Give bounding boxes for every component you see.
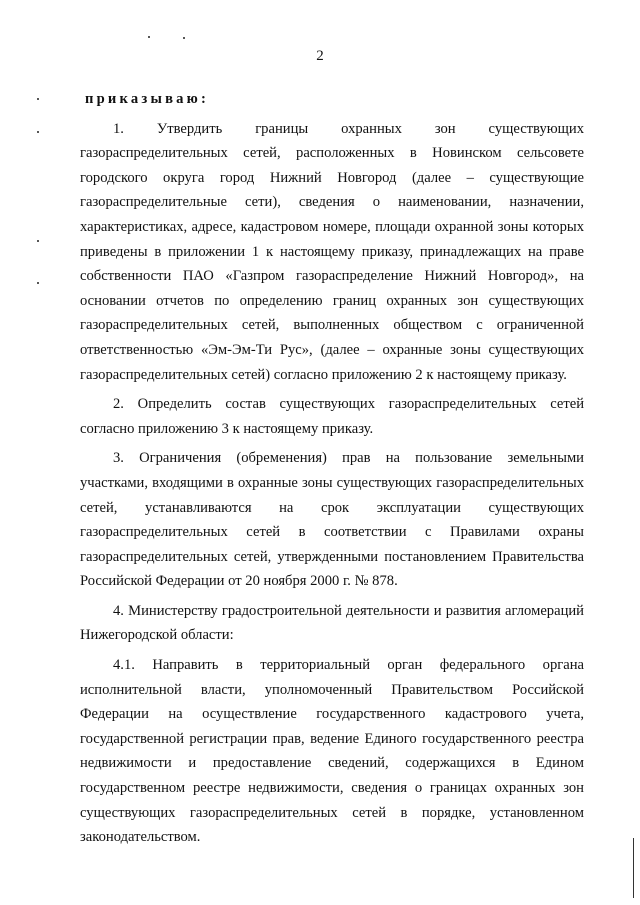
scan-speck [148, 36, 150, 38]
scan-speck [37, 98, 39, 100]
paragraph-4-1: 4.1. Направить в территориальный орган федерального органа исполнительной власти, уполномоченный Правительством Российской Федерации на осуществление государственного кадастрового учета, государственной регистрации прав, ведение Единого государственного реестра недвижимости и предоставление сведений, содержащихся в Едином государственном реестре недвижимости, сведения о границах охранных зон существующих газораспределительных сетей в порядке, установленном законодательством. [80, 657, 584, 846]
paragraph-4: 4. Министерству градостроительной деятельности и развития агломераций Нижегородской области: [80, 602, 584, 644]
paragraph-3: 3. Ограничения (обременения) прав на пользование земельными участками, входящими в охранные зоны существующих газораспределительных сетей, устанавливаются на срок эксплуатации существующих газораспределительных сетей в соответствии с Правилами охраны газораспределительных сетей, утвержденными постановлением Правительства Российской Федерации от 20 ноября 2000 г. № 878. [80, 450, 584, 590]
scan-speck [37, 282, 39, 284]
scan-edge-line [633, 838, 634, 898]
paragraph-1: 1. Утвердить границы охранных зон существующих газораспределительных сетей, расположенных в Новинском сельсовете городского округа город Нижний Новгород (далее – существующие газораспределительные сети), сведения о наименовании, назначении, характеристиках, адресе, кадастровом номере, площади охранной зоны которых приведены в приложении 1 к настоящему приказу, принадлежащих на праве собственности ПАО «Газпром газораспределение Нижний Новгород», на основании отчетов по определению границ охранных зон существующих газораспределительных сетей, выполненных обществом с ограниченной ответственностью «Эм-Эм-Ти Рус», (далее – охранные зоны существующих газораспределительных сетей) согласно приложению 2 к настоящему приказу. [80, 120, 584, 383]
document-body [80, 87, 584, 850]
scan-speck [37, 240, 39, 242]
order-heading: приказываю: [85, 91, 210, 107]
scan-speck [37, 131, 39, 133]
scan-speck [183, 37, 185, 39]
paragraph-2: 2. Определить состав существующих газораспределительных сетей согласно приложению 3 к настоящему приказу. [80, 396, 584, 437]
page-number: 2 [316, 48, 324, 64]
